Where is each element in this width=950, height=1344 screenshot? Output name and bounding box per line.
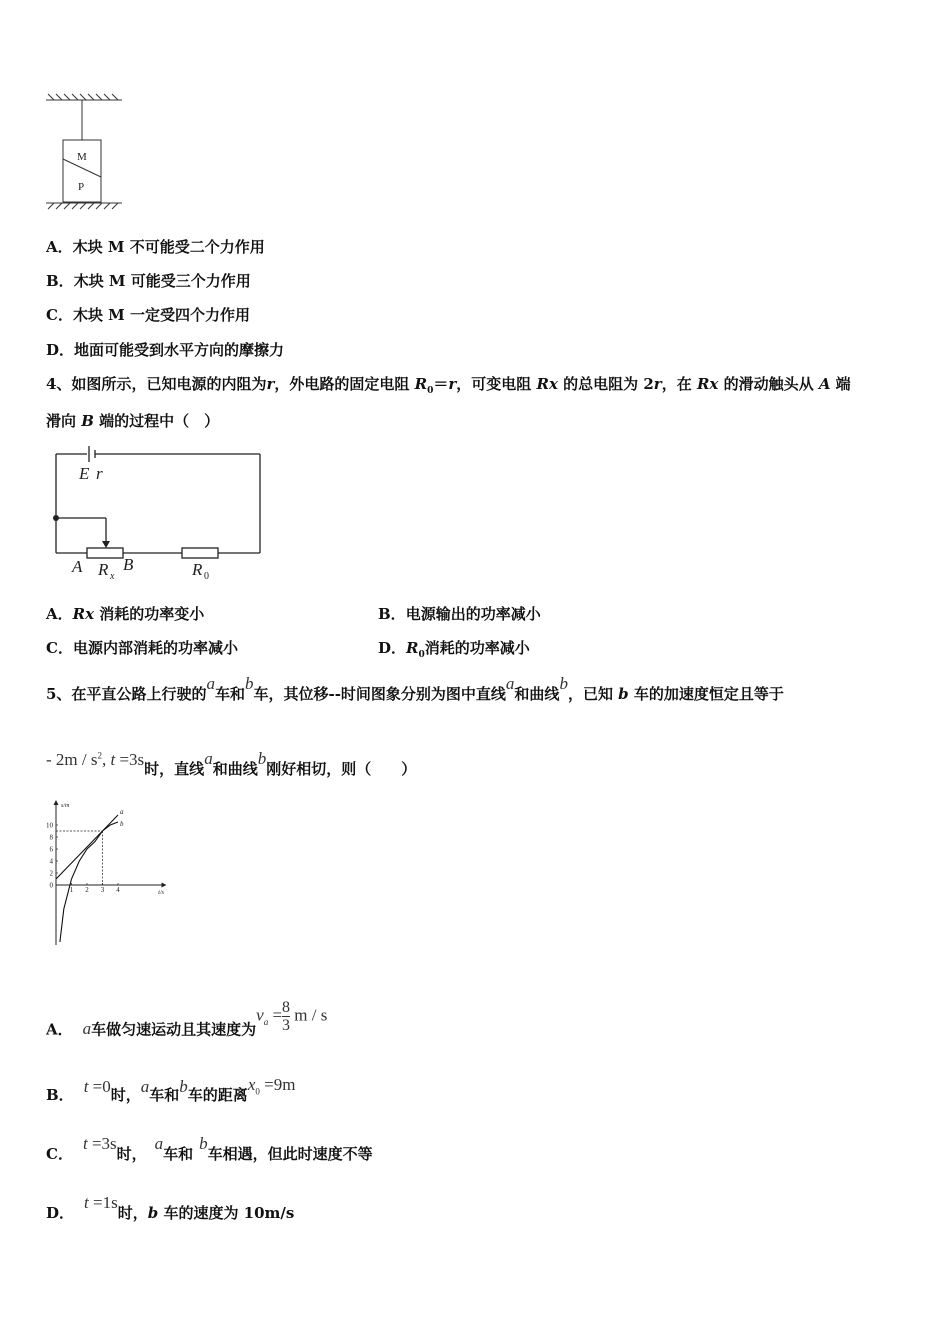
x-tick-label: 1 <box>69 886 74 894</box>
block-p-label: P <box>78 181 85 193</box>
circuit-label-a: A <box>72 557 83 576</box>
q4-option-a: A．Rx 消耗的功率变小 <box>46 605 205 623</box>
circuit-label-r0-sub: 0 <box>204 571 209 582</box>
y-tick-label: 6 <box>49 845 53 854</box>
q5-option-a: A． a车做匀速运动且其速度为$v_a$ = $\frac{8}{3}$ m / s <box>46 999 328 1039</box>
circuit-label-rx: R <box>98 560 109 579</box>
series-line-a <box>56 815 118 879</box>
q4-option-b: B．电源输出的功率减小 <box>378 605 541 623</box>
q4-stem-line2: 滑向 B 端的过程中（ ） <box>46 412 220 430</box>
circuit-label-r: r <box>96 464 103 483</box>
q5-stem-line2: - $2m / s^2$, t =3s时，直线a和曲线b刚好相切，则（ ） <box>46 749 417 778</box>
q3-option-a: A．木块 M 不可能受二个力作用 <box>46 238 265 256</box>
x-axis-label: t/s <box>158 890 164 896</box>
q3-option-c: C．木块 M 一定受四个力作用 <box>46 306 251 324</box>
q3-option-d: D．地面可能受到水平方向的摩擦力 <box>46 341 285 359</box>
q4-stem-line1: 4、如图所示，已知电源的内阻为r，外电路的固定电阻 $R_0=r$，可变电阻 Rx 的总电阻为 2r，在 Rx 的滑动触头从 A 端 <box>46 375 851 396</box>
x-tick-label: 3 <box>100 886 105 894</box>
circuit-diagram <box>50 444 270 584</box>
y-tick-label: 10 <box>46 821 53 830</box>
q5-option-d: D．t =1s时，b 车的速度为 10m/s <box>46 1193 295 1222</box>
q4-option-c: C．电源内部消耗的功率减小 <box>46 639 238 657</box>
circuit-label-r0: R <box>192 560 203 579</box>
y-tick-label: 2 <box>49 869 53 878</box>
q4-option-d: D．$R_0$消耗的功率减小 <box>378 639 530 660</box>
y-axis-arrow <box>54 800 59 805</box>
x-axis-arrow <box>162 883 167 888</box>
block-diagram <box>40 92 130 212</box>
circuit-label-rx-sub: x <box>110 571 115 582</box>
y-tick-label: 8 <box>49 833 53 842</box>
series-line-b <box>60 822 118 942</box>
q5-option-b: B． t =0时，a车和b车的距离$x_0 =9m$ <box>46 1075 296 1104</box>
block-m-label: M <box>77 151 87 163</box>
y-axis-label: s/m <box>61 803 70 809</box>
x-tick-label: 4 <box>116 886 120 894</box>
q5-option-c: C．t =3s时，a车和b车相遇，但此时速度不等 <box>46 1134 373 1163</box>
q5-stem-line1: 5、在平直公路上行驶的a车和b车，其位移--时间图象分别为图中直线a和曲线b，已知 b 车的加速度恒定且等于 <box>46 674 784 703</box>
y-tick-label: 4 <box>49 857 53 866</box>
series-label-a: a <box>120 807 124 816</box>
circuit-label-b: B <box>123 555 134 574</box>
q3-option-b: B．木块 M 可能受三个力作用 <box>46 272 251 290</box>
st-graph <box>40 798 170 953</box>
circuit-label-e: E <box>79 464 90 483</box>
y-tick-label: 0 <box>49 881 53 890</box>
x-tick-label: 2 <box>85 886 89 894</box>
series-label-b: b <box>120 820 124 828</box>
